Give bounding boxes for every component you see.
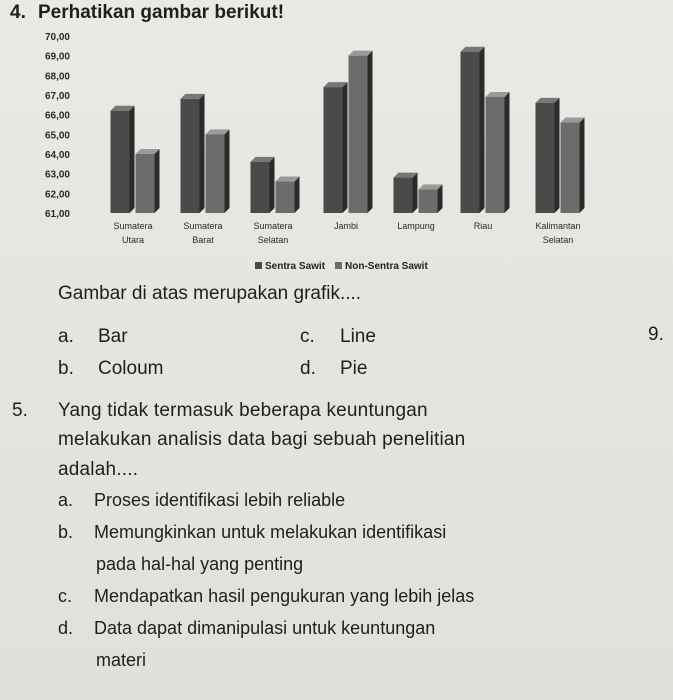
bar-non-sentra-sawit: [486, 97, 505, 213]
bar-sentra-sawit: [111, 111, 130, 213]
option-d[interactable]: [300, 358, 367, 380]
q5-option-b[interactable]: [58, 522, 446, 543]
option-a-letter: a.: [58, 326, 74, 347]
bar-side: [438, 184, 443, 213]
category-label: Barat: [192, 235, 214, 245]
bar-side: [580, 118, 585, 213]
category-label: Jambi: [333, 221, 359, 231]
bar-non-sentra-sawit: [206, 134, 225, 213]
bar-side: [295, 177, 300, 213]
option-c[interactable]: [300, 326, 376, 348]
bar-non-sentra-sawit: [419, 189, 438, 213]
category-label: Kalimantan: [535, 221, 581, 231]
option-b-letter: b.: [58, 358, 74, 379]
question-5-line-2: melakukan analisis data bagi sebuah penelitian: [58, 429, 466, 450]
legend-swatch: [335, 262, 342, 269]
bar-sentra-sawit: [324, 87, 343, 213]
y-tick-label: 67,00: [44, 91, 70, 102]
category-label: Utara: [121, 235, 145, 245]
category-label: Riau: [473, 221, 493, 231]
bar-side: [368, 51, 373, 213]
y-tick-label: 65,00: [44, 130, 70, 142]
q5-option-a-text: Proses identifikasi lebih reliable: [94, 490, 346, 510]
category-label: Selatan: [257, 235, 289, 245]
question-4-prompt: Gambar di atas merupakan grafik....: [58, 283, 362, 304]
y-tick-label: 66,00: [44, 110, 70, 122]
q5-option-d-text: Data dapat dimanipulasi untuk keuntungan: [94, 618, 436, 638]
bar-side: [200, 94, 205, 213]
q5-option-b-text: Memungkinkan untuk melakukan identifikasi: [94, 522, 447, 542]
y-tick-label: 69,00: [44, 51, 70, 63]
category-label: Lampung: [397, 221, 435, 231]
bar-sentra-sawit: [181, 99, 200, 213]
q5-option-b-letter: b.: [58, 522, 74, 542]
q5-option-a[interactable]: [58, 490, 345, 511]
option-b[interactable]: [58, 358, 163, 380]
q5-option-b-continuation: pada hal-hal yang penting: [96, 554, 304, 574]
q5-option-c[interactable]: [58, 586, 474, 607]
y-tick-label: 70,00: [44, 32, 70, 43]
bar-sentra-sawit: [394, 178, 413, 213]
bar-sentra-sawit: [536, 103, 555, 213]
bar-sentra-sawit: [461, 52, 480, 213]
bar-chart: [30, 26, 640, 281]
q5-option-c-text: Mendapatkan hasil pengukuran yang lebih jelas: [94, 586, 475, 606]
bar-side: [343, 82, 348, 213]
bar-side: [270, 157, 275, 213]
y-tick-label: 64,00: [44, 150, 70, 161]
option-a[interactable]: [58, 326, 128, 348]
y-tick-label: 61,00: [44, 209, 70, 220]
bar-side: [225, 129, 230, 213]
next-question-number: 9.: [648, 324, 664, 345]
q5-option-c-letter: c.: [58, 586, 73, 606]
bar-non-sentra-sawit: [276, 182, 295, 213]
bar-side: [413, 173, 418, 213]
question-4-title: Perhatikan gambar berikut!: [38, 2, 285, 23]
category-label: Sumatera: [253, 221, 293, 231]
question-5-line-3: adalah....: [58, 459, 139, 480]
q5-option-a-letter: a.: [58, 490, 74, 510]
question-5-line-1: Yang tidak termasuk beberapa keuntungan: [58, 400, 428, 421]
category-label: Sumatera: [183, 221, 223, 231]
legend-label: Sentra Sawit: [265, 261, 326, 272]
bar-sentra-sawit: [251, 162, 270, 213]
bar-side: [155, 149, 160, 213]
option-c-letter: c.: [300, 326, 315, 347]
option-a-text: Bar: [98, 326, 128, 347]
y-tick-label: 68,00: [44, 71, 70, 83]
option-b-text: Coloum: [98, 358, 164, 379]
q5-option-d-continuation: materi: [96, 650, 147, 670]
y-tick-label: 62,00: [44, 189, 70, 201]
bar-side: [130, 106, 135, 213]
bar-non-sentra-sawit: [561, 123, 580, 213]
bar-side: [480, 47, 485, 213]
option-d-letter: d.: [300, 358, 316, 379]
question-4-number: 4.: [10, 2, 26, 23]
bar-non-sentra-sawit: [349, 56, 368, 213]
question-5-number: 5.: [12, 400, 28, 421]
legend-label: Non-Sentra Sawit: [345, 261, 428, 272]
bar-non-sentra-sawit: [136, 154, 155, 213]
legend-swatch: [255, 262, 262, 269]
bar-side: [555, 98, 560, 213]
bar-side: [505, 92, 510, 213]
option-c-text: Line: [340, 326, 376, 347]
option-d-text: Pie: [340, 358, 368, 379]
q5-option-d[interactable]: [58, 618, 435, 639]
category-label: Sumatera: [113, 221, 153, 231]
category-label: Selatan: [542, 235, 574, 245]
y-tick-label: 63,00: [44, 169, 70, 181]
q5-option-d-letter: d.: [58, 618, 74, 638]
